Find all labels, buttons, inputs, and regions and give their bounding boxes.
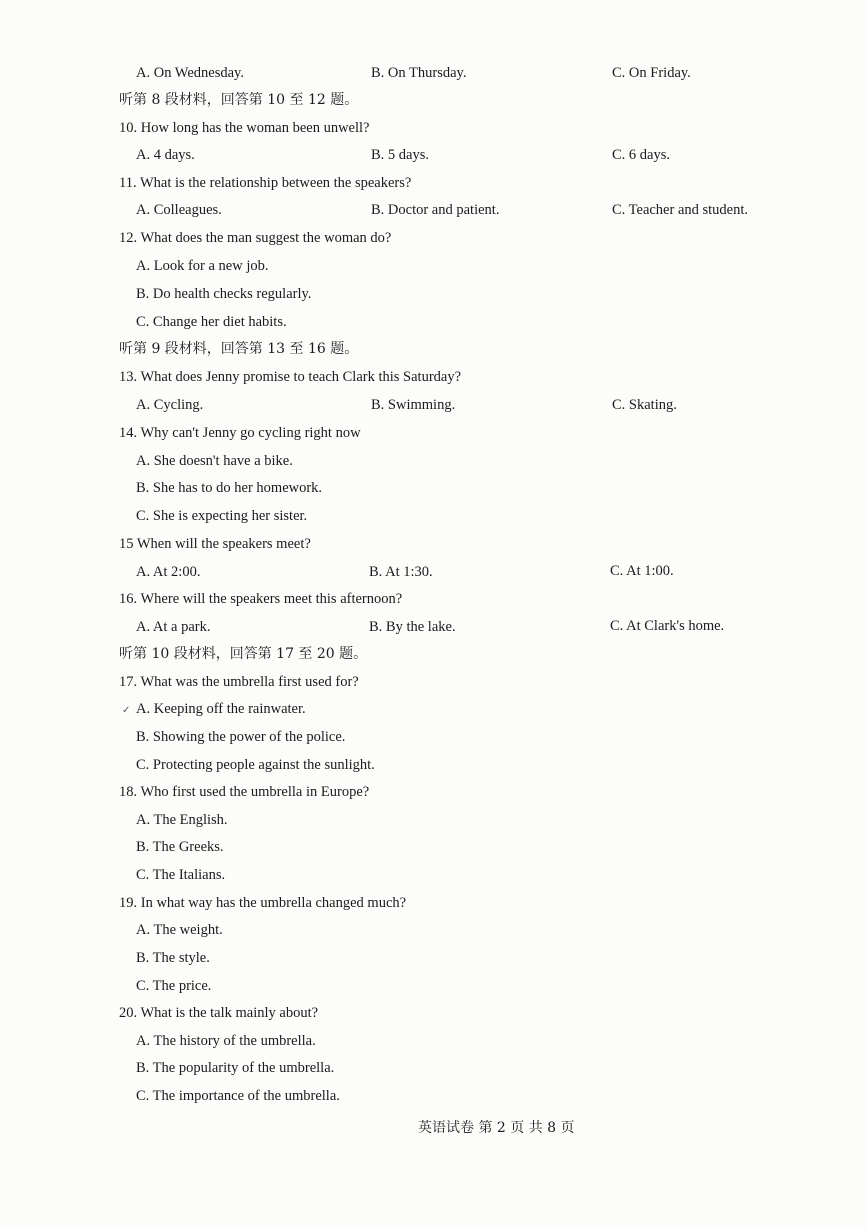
q11-option-b: B. Doctor and patient. — [371, 202, 500, 218]
q12-option-c: C. Change her diet habits. — [136, 314, 287, 330]
q14-text: 14. Why can't Jenny go cycling right now — [119, 425, 361, 441]
q20-option-a: A. The history of the umbrella. — [136, 1033, 316, 1049]
q10-option-a: A. 4 days. — [136, 147, 195, 163]
q20-option-c: C. The importance of the umbrella. — [136, 1088, 340, 1104]
q20-text: 20. What is the talk mainly about? — [119, 1005, 319, 1021]
q11-text: 11. What is the relationship between the speakers? — [119, 175, 412, 191]
q10-option-c: C. 6 days. — [612, 147, 670, 163]
q18-text: 18. Who first used the umbrella in Europe? — [119, 784, 370, 800]
q15-text: 15 When will the speakers meet? — [119, 536, 311, 552]
q17-text: 17. What was the umbrella first used for? — [119, 674, 359, 690]
q19-option-a: A. The weight. — [136, 922, 223, 938]
q11-option-a: A. Colleagues. — [136, 202, 222, 218]
q11-option-c: C. Teacher and student. — [612, 202, 749, 218]
page-footer: 英语试卷 第 2 页 共 8 页 — [418, 1120, 575, 1136]
section-9-heading: 听第 9 段材料，回答第 13 至 16 题。 — [119, 341, 359, 357]
q16-option-a: A. At a park. — [136, 619, 211, 635]
section-8-heading: 听第 8 段材料，回答第 10 至 12 题。 — [119, 92, 359, 108]
q15-option-a: A. At 2:00. — [136, 564, 201, 580]
q19-option-b: B. The style. — [136, 950, 210, 966]
q17-option-b: B. Showing the power of the police. — [136, 729, 346, 745]
q12-option-a: A. Look for a new job. — [136, 258, 269, 274]
q13-text: 13. What does Jenny promise to teach Clark this Saturday? — [119, 369, 462, 385]
q18-option-c: C. The Italians. — [136, 867, 226, 883]
q14-option-a: A. She doesn't have a bike. — [136, 453, 293, 469]
q13-option-a: A. Cycling. — [136, 397, 204, 413]
pencil-check-mark: ✓ — [122, 705, 131, 716]
q12-text: 12. What does the man suggest the woman do? — [119, 230, 392, 246]
q10-option-b: B. 5 days. — [371, 147, 429, 163]
q20-option-b: B. The popularity of the umbrella. — [136, 1060, 335, 1076]
q16-text: 16. Where will the speakers meet this afternoon? — [119, 591, 403, 607]
q10-text: 10. How long has the woman been unwell? — [119, 120, 370, 136]
q9-option-c: C. On Friday. — [612, 65, 691, 81]
q12-option-b: B. Do health checks regularly. — [136, 286, 312, 302]
section-10-heading: 听第 10 段材料，回答第 17 至 20 题。 — [119, 646, 368, 662]
q15-option-b: B. At 1:30. — [369, 564, 433, 580]
q19-text: 19. In what way has the umbrella changed much? — [119, 895, 407, 911]
q13-option-c: C. Skating. — [612, 397, 677, 413]
q15-option-c: C. At 1:00. — [610, 563, 674, 579]
q16-option-b: B. By the lake. — [369, 619, 456, 635]
q9-option-b: B. On Thursday. — [371, 65, 467, 81]
q18-option-b: B. The Greeks. — [136, 839, 224, 855]
q17-option-c: C. Protecting people against the sunlight. — [136, 757, 375, 773]
q14-option-c: C. She is expecting her sister. — [136, 508, 308, 524]
q14-option-b: B. She has to do her homework. — [136, 480, 323, 496]
q18-option-a: A. The English. — [136, 812, 228, 828]
q9-option-a: A. On Wednesday. — [136, 65, 244, 81]
q16-option-c: C. At Clark's home. — [610, 618, 725, 634]
q19-option-c: C. The price. — [136, 978, 212, 994]
q17-option-a: A. Keeping off the rainwater. — [136, 701, 306, 717]
q13-option-b: B. Swimming. — [371, 397, 456, 413]
